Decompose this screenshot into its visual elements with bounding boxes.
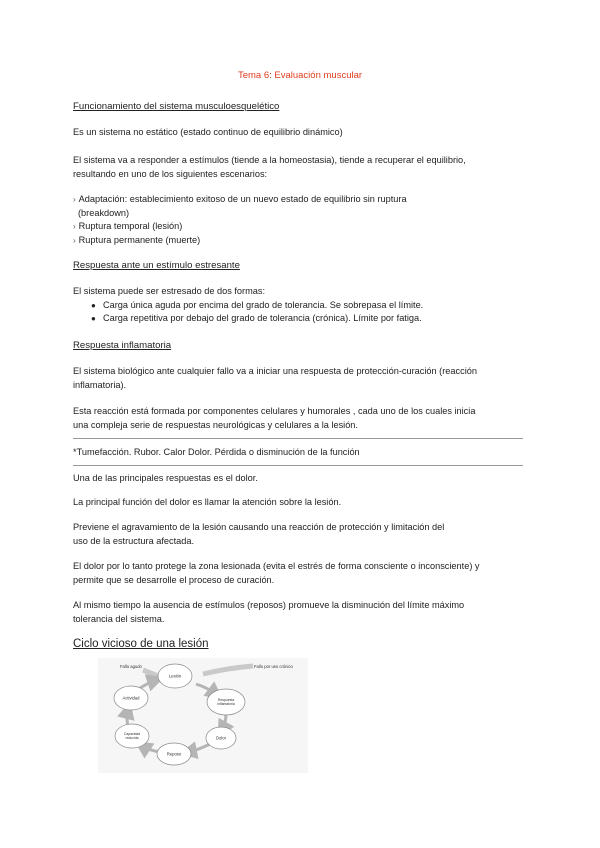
paragraph [73,285,533,326]
paragraph [73,154,533,181]
paragraph-line: El dolor por lo tanto protege la zona lesionada (evita el estrés de forma consciente o inconsciente) y [73,561,480,571]
list-item-text: Carga repetitiva por debajo del grado de tolerancia (crónica). Límite por fatiga. [103,313,422,323]
paragraph [73,365,533,392]
arrow-capacidad-actividad [127,710,128,726]
list-item [73,299,533,313]
arrow-icon: › [73,222,76,231]
paragraph-line: El sistema puede ser estresado de dos formas: [73,286,266,296]
paragraph [73,560,533,587]
arrow-acute-in [143,670,158,676]
arrow-dolor-reposo [188,744,210,752]
section-heading-funcionamiento: Funcionamiento del sistema musculoesquelético [73,101,280,112]
list-item [73,207,533,221]
node-inflamatoria-label: inflamatoria [217,702,235,706]
paragraph-line: resultando en uno de los siguientes escenarios: [73,168,268,179]
list-item [73,312,533,326]
node-lesion-label: Lesión [168,673,182,679]
node-dolor-label: Dolor [215,735,227,741]
scenario-list [73,193,533,247]
arrow-actividad-lesion [140,680,156,688]
list-item [73,193,533,207]
document-title: Tema 6: Evaluación muscular [237,70,363,81]
inflammation-signs: *Tumefacción. Rubor. Calor Dolor. Pérdida o disminución de la función [73,447,360,457]
label-fallo-cronico: Fallo por uso crónico [254,664,293,669]
divider [73,465,523,466]
paragraph: Es un sistema no estático (estado continuo de equilibrio dinámico) [73,127,343,137]
label-fallo-agudo: Fallo agudo [120,664,142,669]
bullet-icon: ● [91,314,96,323]
section-heading-ciclo-vicioso: Ciclo vicioso de una lesión [73,638,209,650]
list-item-text: Ruptura permanente (muerte) [78,234,201,245]
paragraph-line: una compleja serie de respuestas neurológicas y celulares a la lesión. [73,419,358,430]
list-item-text: Carga única aguda por encima del grado de tolerancia. Se sobrepasa el límite. [103,299,424,310]
section-heading-respuesta-inflamatoria: Respuesta inflamatoria [73,340,172,351]
bullet-icon: ● [91,300,96,310]
paragraph [73,599,533,626]
paragraph: Una de las principales respuestas es el dolor. [73,473,258,483]
section-heading-respuesta-estimulo: Respuesta ante un estímulo estresante [73,260,240,271]
list-item [73,234,533,248]
paragraph-line: inflamatoria). [73,379,127,390]
node-reposo-label: Reposo [166,751,182,757]
list-item-text: Ruptura temporal (lesión) [78,221,183,231]
node-funcional-label: reducida [125,736,139,740]
divider [73,438,523,439]
node-respuesta-label: Respuesta [217,698,235,702]
arrow-icon: › [73,235,76,245]
paragraph-line: Al mismo tiempo la ausencia de estímulos (reposos) promueve la disminución del límite máximo [73,600,465,610]
paragraph-line: Previene el agravamiento de la lesión causando una reacción de protección y limitación del [73,522,445,532]
arrow-icon: › [73,195,76,204]
paragraph-line: permite que se desarrolle el proceso de curación. [73,574,275,585]
node-actividad-label: Actividad [122,695,140,701]
list-item-text: (breakdown) [78,207,130,218]
list-item [73,220,533,234]
paragraph-line: Esta reacción está formada por componentes celulares y humorales , cada uno de los cuales inicia [73,406,476,416]
paragraph [73,521,533,548]
node-capacidad-label: Capacidad [123,732,141,736]
paragraph-line: uso de la estructura afectada. [73,535,195,546]
paragraph [73,405,533,432]
cycle-svg [98,658,308,773]
paragraph-line: El sistema va a responder a estímulos (tiende a la homeostasia), tiende a recuperar el equilibrio, [73,155,466,165]
paragraph-line: El sistema biológico ante cualquier fallo va a iniciar una respuesta de protección-curación (reacción [73,366,477,376]
vicious-cycle-diagram [98,658,308,773]
paragraph-line: tolerancia del sistema. [73,613,165,624]
arrow-chronic-in [203,666,253,674]
paragraph: La principal función del dolor es llamar la atención sobre la lesión. [73,497,342,507]
list-item-text: Adaptación: establecimiento exitoso de un nuevo estado de equilibrio sin ruptura [78,194,407,204]
